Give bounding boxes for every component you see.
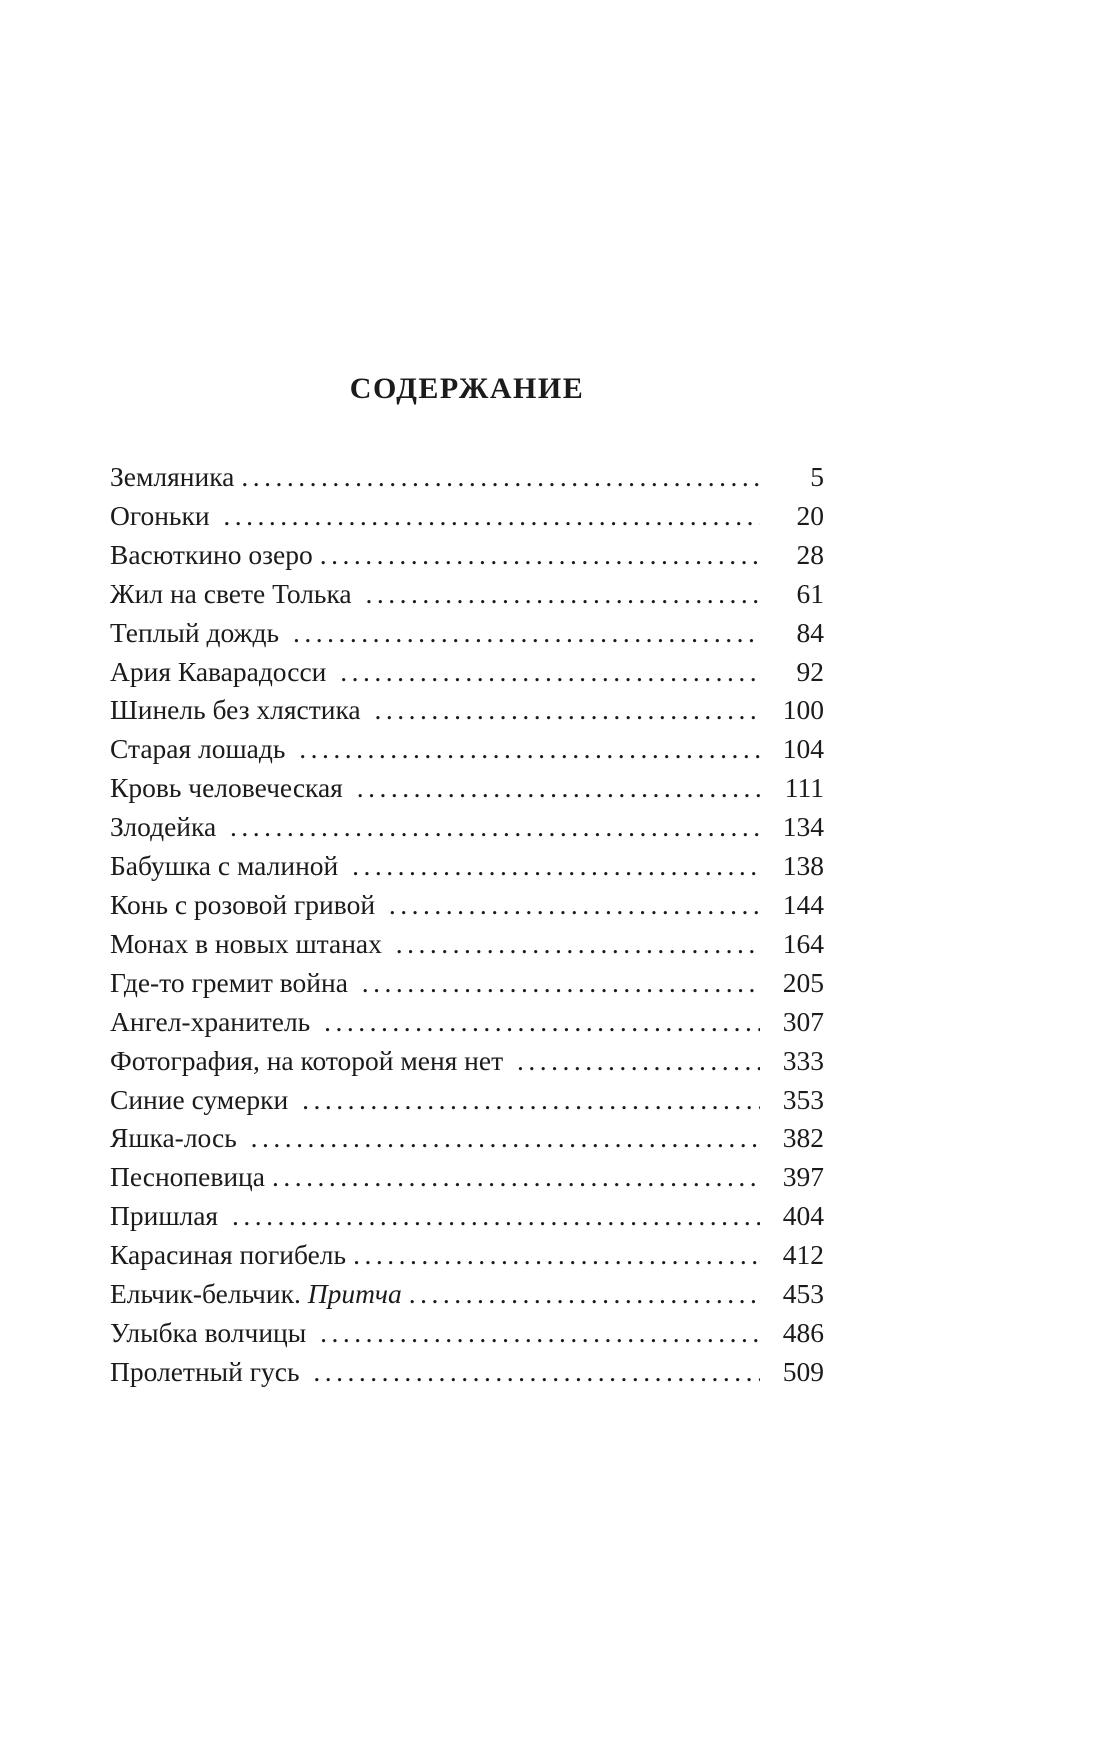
toc-entry xyxy=(110,458,824,497)
entry-page-number: 5 xyxy=(810,461,824,492)
entry-title: Синие сумерки xyxy=(110,1083,296,1115)
dot-leader xyxy=(375,691,760,730)
entry-title: Пришлая xyxy=(110,1200,225,1232)
entry-title: Фотография, на которой меня нет xyxy=(110,1044,510,1076)
dot-leader xyxy=(357,769,760,808)
dot-leader xyxy=(340,653,760,692)
toc-entry xyxy=(110,536,824,575)
dot-leader xyxy=(352,847,760,886)
entry-title: Ария Каварадосси xyxy=(110,655,334,687)
toc-entry xyxy=(110,497,824,536)
toc-entry xyxy=(110,691,824,730)
entry-title: Земляника xyxy=(110,461,235,492)
dot-leader xyxy=(517,1042,760,1081)
dot-leader xyxy=(324,1003,760,1042)
dot-leader xyxy=(320,1314,760,1353)
toc-entry xyxy=(110,614,824,653)
entry-page-number: 486 xyxy=(782,1316,824,1348)
dot-leader xyxy=(362,964,760,1003)
entry-title: Где-то гремит война xyxy=(110,966,355,998)
toc-entry xyxy=(110,1119,824,1158)
entry-title: Жил на свете Толька xyxy=(110,577,359,609)
entry-page-number: 61 xyxy=(796,577,824,609)
entry-title: Ангел-хранитель xyxy=(110,1005,318,1037)
entry-page-number: 397 xyxy=(782,1161,824,1193)
toc-entry xyxy=(110,1197,824,1236)
toc-entry xyxy=(110,730,824,769)
dot-leader xyxy=(272,1158,760,1197)
entry-page-number: 453 xyxy=(782,1278,824,1310)
toc-entry xyxy=(110,1042,824,1081)
dot-leader xyxy=(409,1275,760,1314)
entry-title: Шинель без хлястика xyxy=(110,694,368,726)
entry-title: Пролетный гусь xyxy=(110,1355,307,1387)
entry-page-number: 412 xyxy=(782,1239,824,1271)
toc-entry xyxy=(110,1275,824,1314)
entry-title: Васюткино озеро xyxy=(110,538,313,570)
entry-page-number: 307 xyxy=(782,1005,824,1037)
toc-entry xyxy=(110,1081,824,1120)
entry-title: Монах в новых штанах xyxy=(110,927,389,959)
entry-title: Бабушка с малиной xyxy=(110,850,346,882)
entry-page-number: 404 xyxy=(782,1200,824,1232)
toc-entry xyxy=(110,925,824,964)
entry-title: Кровь человеческая xyxy=(110,772,350,804)
entry-title: Старая лошадь xyxy=(110,733,293,765)
entry-title: Огоньки xyxy=(110,499,217,531)
toc-entry xyxy=(110,808,824,847)
entry-subtitle-italic: Притча xyxy=(307,1278,402,1310)
entry-page-number: 353 xyxy=(782,1083,824,1115)
entry-page-number: 84 xyxy=(796,616,824,648)
dot-leader xyxy=(353,1236,760,1275)
entry-page-number: 333 xyxy=(782,1044,824,1076)
entry-title: Яшка-лось xyxy=(110,1122,244,1154)
entry-page-number: 134 xyxy=(782,811,824,843)
entry-page-number: 144 xyxy=(782,888,824,920)
entry-title: Теплый дождь xyxy=(110,616,286,648)
dot-leader xyxy=(299,730,760,769)
toc-entry xyxy=(110,575,824,614)
toc-entry xyxy=(110,769,824,808)
toc-entry xyxy=(110,1236,824,1275)
toc-list xyxy=(110,458,824,1392)
toc-entry xyxy=(110,1158,824,1197)
entry-title: Злодейка xyxy=(110,811,224,843)
toc-entry xyxy=(110,847,824,886)
entry-title: Песнопевица xyxy=(110,1161,265,1193)
entry-title: Ельчик-бельчик. xyxy=(110,1278,308,1310)
entry-page-number: 111 xyxy=(784,772,824,804)
toc-entry xyxy=(110,964,824,1003)
dot-leader xyxy=(293,614,760,653)
entry-page-number: 104 xyxy=(782,733,824,765)
dot-leader xyxy=(389,886,760,925)
dot-leader xyxy=(366,575,761,614)
dot-leader xyxy=(313,1353,760,1392)
toc-title: СОДЕРЖАНИЕ xyxy=(349,372,585,405)
toc-entry xyxy=(110,1003,824,1042)
entry-page-number: 138 xyxy=(782,850,824,882)
dot-leader xyxy=(241,458,760,497)
entry-page-number: 164 xyxy=(782,927,824,959)
dot-leader xyxy=(232,1197,760,1236)
entry-page-number: 20 xyxy=(796,499,824,531)
entry-title: Конь с розовой гривой xyxy=(110,888,382,920)
toc-entry xyxy=(110,1314,824,1353)
dot-leader xyxy=(320,536,760,575)
entry-title: Улыбка волчицы xyxy=(110,1316,314,1348)
entry-page-number: 205 xyxy=(782,966,824,998)
entry-page-number: 509 xyxy=(782,1355,824,1387)
dot-leader xyxy=(223,497,760,536)
entry-page-number: 92 xyxy=(796,655,824,687)
entry-title: Карасиная погибель xyxy=(110,1239,347,1271)
dot-leader xyxy=(396,925,760,964)
dot-leader xyxy=(251,1119,760,1158)
entry-page-number: 100 xyxy=(782,694,824,726)
dot-leader xyxy=(230,808,760,847)
toc-entry xyxy=(110,653,824,692)
entry-page-number: 382 xyxy=(782,1122,824,1154)
toc-entry xyxy=(110,886,824,925)
entry-page-number: 28 xyxy=(796,538,824,570)
dot-leader xyxy=(302,1081,760,1120)
toc-entry xyxy=(110,1353,824,1392)
